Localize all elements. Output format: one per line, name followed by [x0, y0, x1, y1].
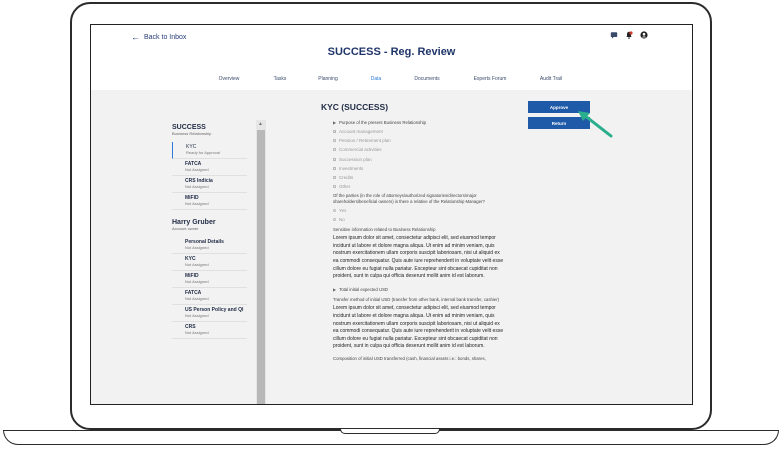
tab-bar: [91, 76, 692, 88]
tab-tasks[interactable]: Tasks: [273, 76, 287, 82]
checkbox-checked-icon: ✓: [334, 130, 337, 134]
kyc-form: [321, 102, 505, 365]
content-area: [91, 90, 692, 405]
purpose-option[interactable]: [333, 166, 505, 171]
checkbox-icon: [333, 176, 336, 179]
tab-documents[interactable]: Documents: [414, 76, 440, 82]
purpose-option[interactable]: [333, 147, 505, 152]
option-label: Credits: [339, 174, 354, 180]
back-link[interactable]: [131, 32, 186, 42]
item-status: Not Assigned: [185, 201, 209, 206]
group-name: Harry Gruber: [172, 219, 216, 226]
item-name: KYC: [185, 256, 196, 262]
relative-question: Of the parties (in the role of attorneys/authorized signatories/directors/major shareholders/beneficial owners) is there a relative of the Relationship Manager?: [333, 193, 485, 204]
tab-overview[interactable]: Overview: [218, 76, 240, 82]
page-title: SUCCESS - Reg. Review: [327, 46, 456, 58]
sidebar-item-kyc[interactable]: [172, 142, 247, 159]
purpose-option[interactable]: [333, 129, 505, 134]
purpose-option[interactable]: [333, 184, 505, 189]
purpose-option[interactable]: [333, 175, 505, 180]
pointer-arrow-icon: [575, 109, 615, 139]
sidebar-item-us-person-policy[interactable]: [172, 305, 247, 322]
radio-yes[interactable]: [333, 208, 505, 213]
sidebar-item-personal-details[interactable]: [172, 237, 247, 254]
option-label: Investments: [339, 165, 364, 171]
sidebar-item-mifid-owner[interactable]: [172, 271, 247, 288]
item-status: Not Assigned: [185, 262, 209, 267]
section-label: Purpose of the present Business Relationship: [339, 120, 427, 125]
sidebar-item-mifid[interactable]: [172, 193, 247, 210]
item-name: KYC: [186, 144, 197, 150]
item-name: MiFID: [185, 195, 199, 201]
item-status: Not Assigned: [185, 296, 209, 301]
back-label: Back to Inbox: [144, 33, 187, 41]
group-role: Business Relationship: [172, 131, 212, 136]
transfer-text: Lorem ipsum dolor sit amet, consectetur adipisci elit, sed eiusmod tempor incidunt ut labore et dolore magna aliqua. Ut enim ad minim veniam, quis nostrum exercitationem ullam corporis suscipit laboriosam, nisi ut aliquid ex ea commodi consequatur. Quis aute iure reprehenderit in voluptate velit esse cillum dolore eu fugiat nulla pariatur. Excepteur sint obcaecat cupiditat non proident, sunt in culpa qui officia deserunt mollit anim id est laborum.: [333, 305, 504, 350]
sidebar-item-crs-indicia[interactable]: [172, 176, 247, 193]
tab-data[interactable]: Data: [370, 76, 382, 82]
sidebar-item-kyc-owner[interactable]: [172, 254, 247, 271]
item-name: MiFID: [185, 273, 199, 279]
option-label: Other: [339, 184, 351, 190]
checkbox-checked-icon: ✓: [334, 166, 337, 171]
item-status: Not Assigned: [185, 167, 209, 172]
sidebar-item-fatca[interactable]: [172, 159, 247, 176]
radio-icon: [333, 209, 336, 212]
tab-experts-forum[interactable]: Experts Forum: [473, 76, 507, 82]
purpose-option[interactable]: [333, 157, 505, 162]
option-label: Account management: [339, 129, 383, 134]
alert-icon[interactable]: [625, 31, 633, 39]
group-name: SUCCESS: [172, 124, 206, 131]
caret-right-icon: ▶: [333, 286, 337, 292]
item-name: CRS Indicia: [185, 178, 213, 184]
option-label: Pension / Retirement plan: [339, 138, 391, 144]
user-icon[interactable]: [640, 31, 648, 39]
radio-label: No: [339, 216, 345, 222]
group-role: Account owner: [172, 226, 199, 231]
app-screen: [90, 24, 693, 405]
radio-label: Yes: [339, 207, 347, 213]
checkbox-icon: [333, 139, 336, 142]
item-name: FATCA: [185, 161, 202, 167]
tab-planning[interactable]: Planning: [318, 76, 338, 82]
option-label: Succession plan: [339, 156, 372, 162]
message-icon[interactable]: [610, 31, 618, 39]
option-label: Commercial activities: [339, 147, 382, 153]
checkbox-icon: [333, 185, 336, 188]
total-section[interactable]: [333, 287, 505, 292]
section-label: Total initial expected USD: [339, 286, 389, 292]
scroll-up-icon[interactable]: ▲: [258, 121, 263, 127]
approve-button[interactable]: Approve: [528, 101, 590, 113]
form-title: KYC (SUCCESS): [321, 102, 389, 112]
purpose-options: [333, 129, 505, 189]
item-name: Personal Details: [185, 239, 224, 245]
item-status: Not Assigned: [185, 245, 209, 250]
laptop-notch: [340, 429, 440, 434]
purpose-option[interactable]: [333, 138, 505, 143]
item-name: FATCA: [185, 290, 202, 296]
purpose-section[interactable]: [333, 120, 505, 125]
sidebar: [172, 124, 247, 339]
radio-no[interactable]: [333, 217, 505, 222]
radio-icon: [333, 218, 336, 221]
item-status: Ready for Approval: [186, 150, 221, 155]
header: [91, 25, 692, 89]
checkbox-icon: [333, 148, 336, 151]
arrow-left-icon: ←: [131, 32, 140, 42]
checkbox-checked-icon: ✓: [334, 157, 337, 162]
item-name: CRS: [185, 324, 196, 330]
item-status: Not Assigned: [185, 184, 209, 189]
item-status: Not Assigned: [185, 313, 209, 318]
scrollbar-thumb[interactable]: [257, 130, 265, 405]
composition-label: Composition of initial USD transferred (cash, financial assets i.e.: bonds, shares,: [333, 356, 486, 361]
transfer-label: Transfer method of initial USD (transfer from other bank, internal bank transfer, cashier): [333, 296, 500, 302]
sensitive-text: Lorem ipsum dolor sit amet, consectetur adipisci elit, sed eiusmod tempor incidunt ut labore et dolore magna aliqua. Ut enim ad minim veniam, quis nostrum exercitationem ullam corporis suscipit laboriosam, nisi ut aliquid ex ea commodi consequatur. Quis aute iure reprehenderit in voluptate velit esse cillum dolore eu fugiat nulla pariatur. Excepteur sint obcaecat cupiditat non proident, sunt in culpa qui officia deserunt mollit anim id est laborum.: [333, 235, 504, 280]
sidebar-scrollbar[interactable]: [256, 120, 266, 405]
caret-down-icon: ▶: [333, 120, 337, 125]
return-button[interactable]: Return: [528, 117, 590, 129]
sidebar-item-fatca-owner[interactable]: [172, 288, 247, 305]
tab-audit-trail[interactable]: Audit Trail: [539, 76, 563, 82]
header-icons: [610, 31, 648, 39]
sidebar-item-crs[interactable]: [172, 322, 247, 339]
item-name: US Person Policy and QI: [185, 307, 244, 313]
item-status: Not Assigned: [185, 279, 209, 284]
item-status: Not Assigned: [185, 330, 209, 335]
sensitive-label: Sensitive information related to Business Relationship: [333, 226, 436, 232]
